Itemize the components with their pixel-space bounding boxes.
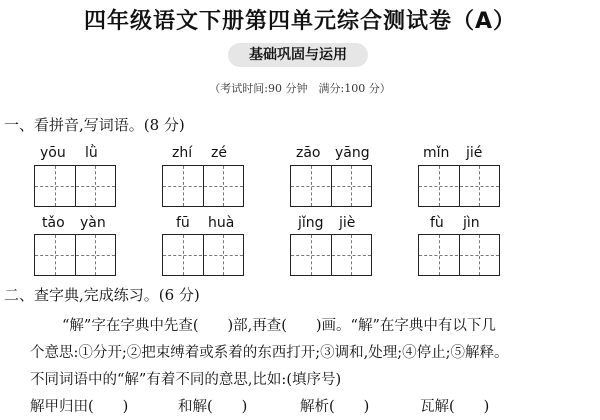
writing-grid[interactable] — [290, 165, 372, 207]
exam-info: （考试时间:90 分钟 满分:100 分） — [209, 82, 391, 95]
page-title: 四年级语文下册第四单元综合测试卷（A） — [83, 9, 517, 34]
word-item-answer[interactable]: 解甲归田( ) — [30, 399, 129, 415]
pinyin-label: mǐn — [423, 145, 450, 161]
pinyin-label: yōu — [40, 145, 66, 161]
question-1-heading: 一、看拼音,写词语。(8 分) — [4, 116, 185, 134]
pinyin-label: zāo — [296, 145, 321, 161]
pinyin-label: jiè — [339, 215, 356, 231]
pinyin-label: zé — [211, 145, 227, 161]
pinyin-label: yàn — [80, 215, 106, 231]
word-item-answer[interactable]: 和解( ) — [178, 399, 248, 415]
pinyin-label: tǎo — [42, 215, 65, 231]
writing-grid[interactable] — [162, 165, 244, 207]
pinyin-label: huà — [208, 215, 235, 231]
word-item-answer[interactable]: 瓦解( ) — [420, 399, 490, 415]
word-item-answer[interactable]: 解析( ) — [300, 399, 370, 415]
pinyin-label: jǐng — [298, 215, 324, 231]
pinyin-label: lǜ — [85, 145, 98, 161]
writing-grid[interactable] — [418, 165, 500, 207]
pinyin-label: yāng — [335, 145, 370, 161]
pinyin-label: jìn — [463, 215, 480, 231]
writing-grid[interactable] — [162, 234, 244, 276]
writing-grid[interactable] — [418, 234, 500, 276]
pinyin-label: fū — [176, 215, 190, 231]
pinyin-label: fù — [430, 215, 444, 231]
pinyin-label: jié — [466, 145, 483, 161]
question-2-text-line-1: “解”字在字典中先查( )部,再查( )画。“解”在字典中有以下几 — [62, 318, 496, 334]
question-2-text-line-3: 不同词语中的“解”有着不同的意思,比如:(填序号) — [30, 372, 342, 388]
writing-grid[interactable] — [290, 234, 372, 276]
writing-grid[interactable] — [34, 165, 116, 207]
writing-grid[interactable] — [34, 234, 116, 276]
section-badge: 基础巩固与运用 — [228, 43, 368, 67]
question-2-text-line-2: 个意思:①分开;②把束缚着或系着的东西打开;③调和,处理;④停止;⑤解释。 — [30, 345, 509, 361]
question-2-heading: 二、查字典,完成练习。(6 分) — [4, 286, 200, 304]
pinyin-label: zhí — [172, 145, 193, 161]
